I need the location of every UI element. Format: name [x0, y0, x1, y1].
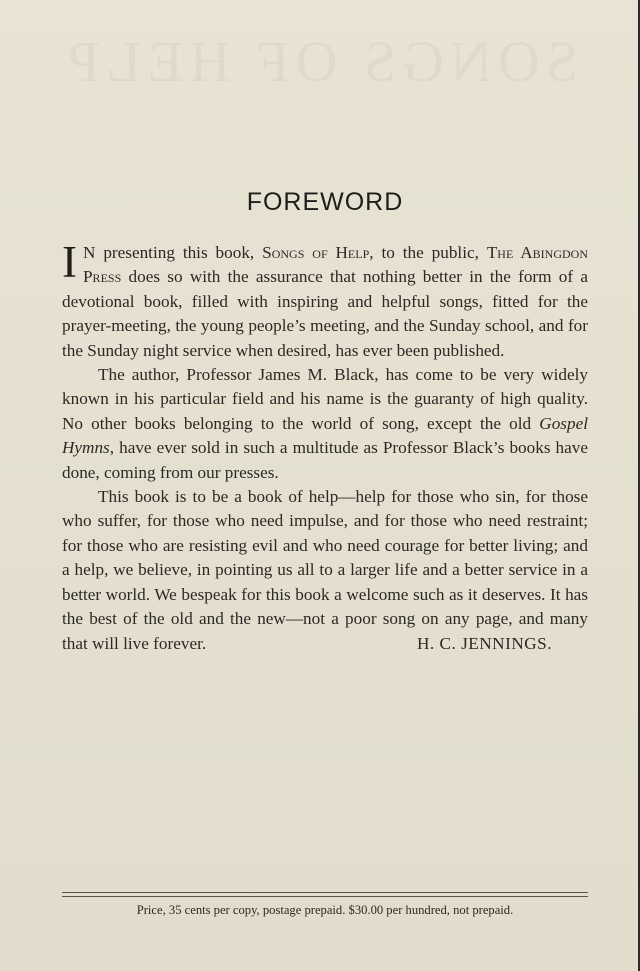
gospel-hymns-title: Gospel Hymns — [62, 413, 588, 458]
paragraph-2-text-a: The author, Professor James M. Black, has come to be very widely known in his particular field and his name is the guaranty of high quality. No other books belonging to the world of song, except the old — [62, 365, 588, 433]
paragraph-2 — [62, 363, 588, 485]
paragraph-2-text-b: , have ever sold in such a multitude as Professor Black’s books have done, coming from our presses. — [62, 438, 588, 482]
page-title: FOREWORD — [246, 188, 404, 216]
signature: H. C. JENNINGS. — [417, 633, 552, 653]
footer-rule-top — [62, 892, 588, 893]
publisher-name: The Abingdon Press — [83, 243, 589, 287]
paragraph-1-text-c: does so with the assurance that nothing better in the form of a devotional book, filled with inspiring and helpful songs, fitted for the prayer-meeting, the young people’s meeting, and the Sunday school, and for the Sunday night service when desired, has ever been published. — [62, 267, 588, 360]
paragraph-3 — [62, 485, 588, 656]
show-through-text: SONGS OF HELP — [61, 29, 579, 94]
foreword-body — [62, 237, 589, 656]
drop-cap: I — [62, 237, 77, 287]
paragraph-1-text-a: N presenting this book, — [83, 243, 263, 262]
footer-rule-bottom — [62, 896, 588, 897]
paragraph-1-text-b: , to the public, — [369, 243, 487, 262]
price-note: Price, 35 cents per copy, postage prepaid. $30.00 per hundred, not prepaid. — [136, 903, 514, 917]
book-title: Songs of Help — [262, 243, 370, 262]
paragraph-1 — [62, 237, 589, 363]
paragraph-3-text: This book is to be a book of help—help for those who sin, for those who suffer, for those who need impulse, and for those who need restraint; for those who are resisting evil and who need courage for better living; and a help, we believe, in pointing us all to a larger life and a better service in a better world. We bespeak for this book a welcome such as it deserves. It has the best of the old and the new—not a poor song on any page, and many that will live forever. — [62, 487, 588, 653]
